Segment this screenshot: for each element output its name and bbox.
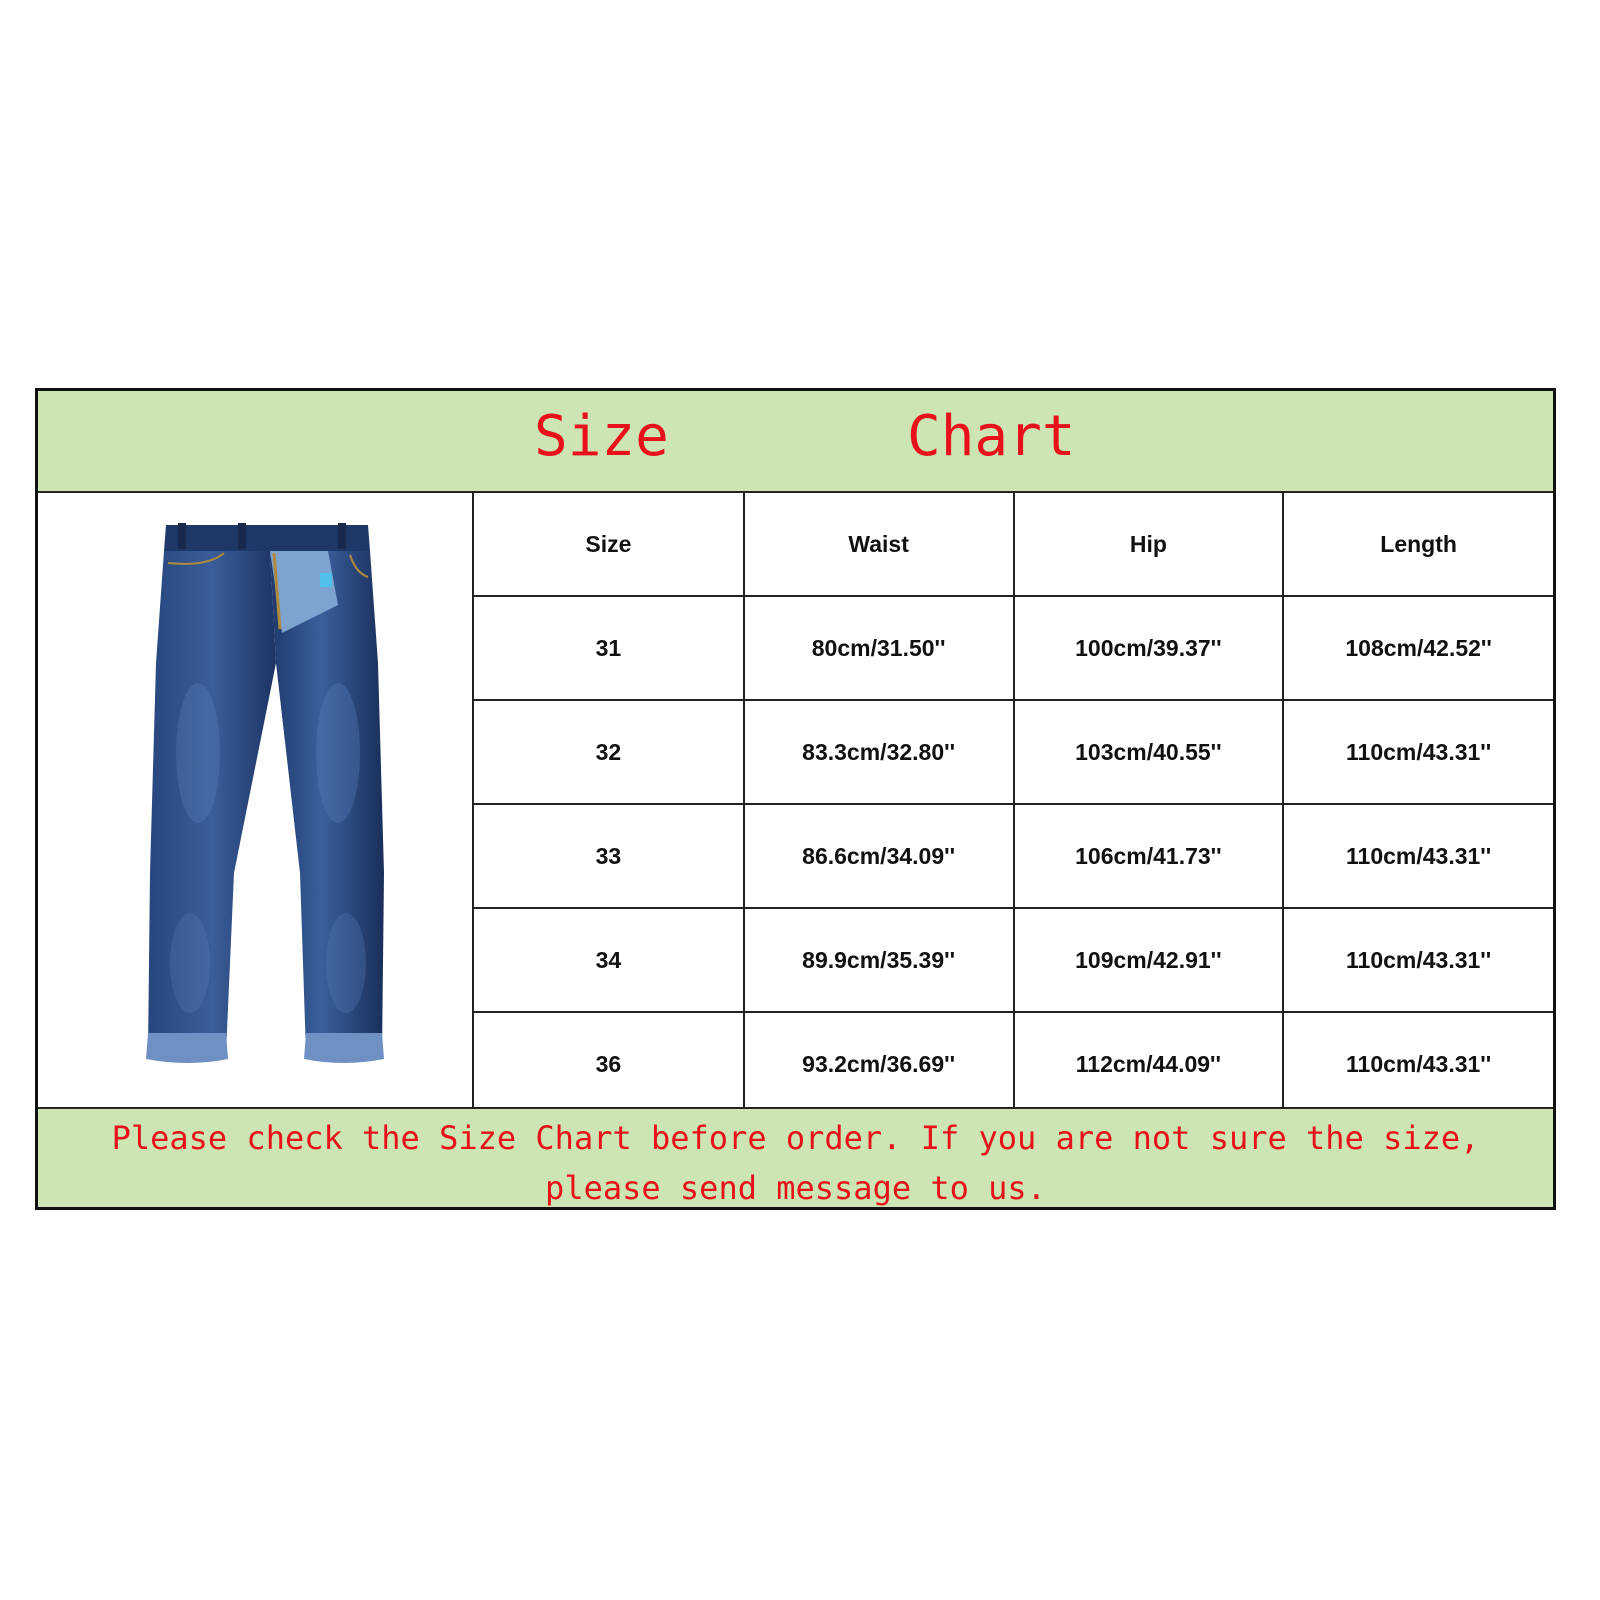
cell-hip: 112cm/44.09''	[1014, 1012, 1284, 1115]
title-chart-word: Chart	[907, 404, 1076, 469]
cell-length: 110cm/43.31''	[1283, 908, 1553, 1012]
cell-size: 36	[474, 1012, 744, 1115]
cell-waist: 86.6cm/34.09''	[744, 804, 1014, 908]
title-size-word: Size	[534, 404, 669, 469]
jeans-icon	[38, 493, 472, 1107]
cell-length: 110cm/43.31''	[1283, 804, 1553, 908]
title-bar	[38, 391, 1553, 493]
size-chart	[35, 388, 1556, 1210]
header-hip: Hip	[1014, 493, 1284, 596]
cell-length: 108cm/42.52''	[1283, 596, 1553, 700]
cell-waist: 89.9cm/35.39''	[744, 908, 1014, 1012]
cell-waist: 80cm/31.50''	[744, 596, 1014, 700]
cell-size: 33	[474, 804, 744, 908]
cell-waist: 83.3cm/32.80''	[744, 700, 1014, 804]
chart-body	[38, 493, 1553, 1107]
table-header-row	[474, 493, 1553, 596]
table-row	[474, 1012, 1553, 1115]
header-length: Length	[1283, 493, 1553, 596]
cell-waist: 93.2cm/36.69''	[744, 1012, 1014, 1115]
size-table	[474, 493, 1553, 1115]
cell-size: 31	[474, 596, 744, 700]
product-image-cell	[38, 493, 474, 1107]
table-row	[474, 596, 1553, 700]
table-row	[474, 804, 1553, 908]
cell-size: 34	[474, 908, 744, 1012]
table-row	[474, 908, 1553, 1012]
cell-hip: 100cm/39.37''	[1014, 596, 1284, 700]
table-row	[474, 700, 1553, 804]
cell-length: 110cm/43.31''	[1283, 700, 1553, 804]
cell-hip: 103cm/40.55''	[1014, 700, 1284, 804]
cell-hip: 109cm/42.91''	[1014, 908, 1284, 1012]
header-waist: Waist	[744, 493, 1014, 596]
header-size: Size	[474, 493, 744, 596]
cell-length: 110cm/43.31''	[1283, 1012, 1553, 1115]
footer-note: Please check the Size Chart before order. If you are not sure the size, please send message to us.	[38, 1107, 1553, 1207]
cell-size: 32	[474, 700, 744, 804]
cell-hip: 106cm/41.73''	[1014, 804, 1284, 908]
